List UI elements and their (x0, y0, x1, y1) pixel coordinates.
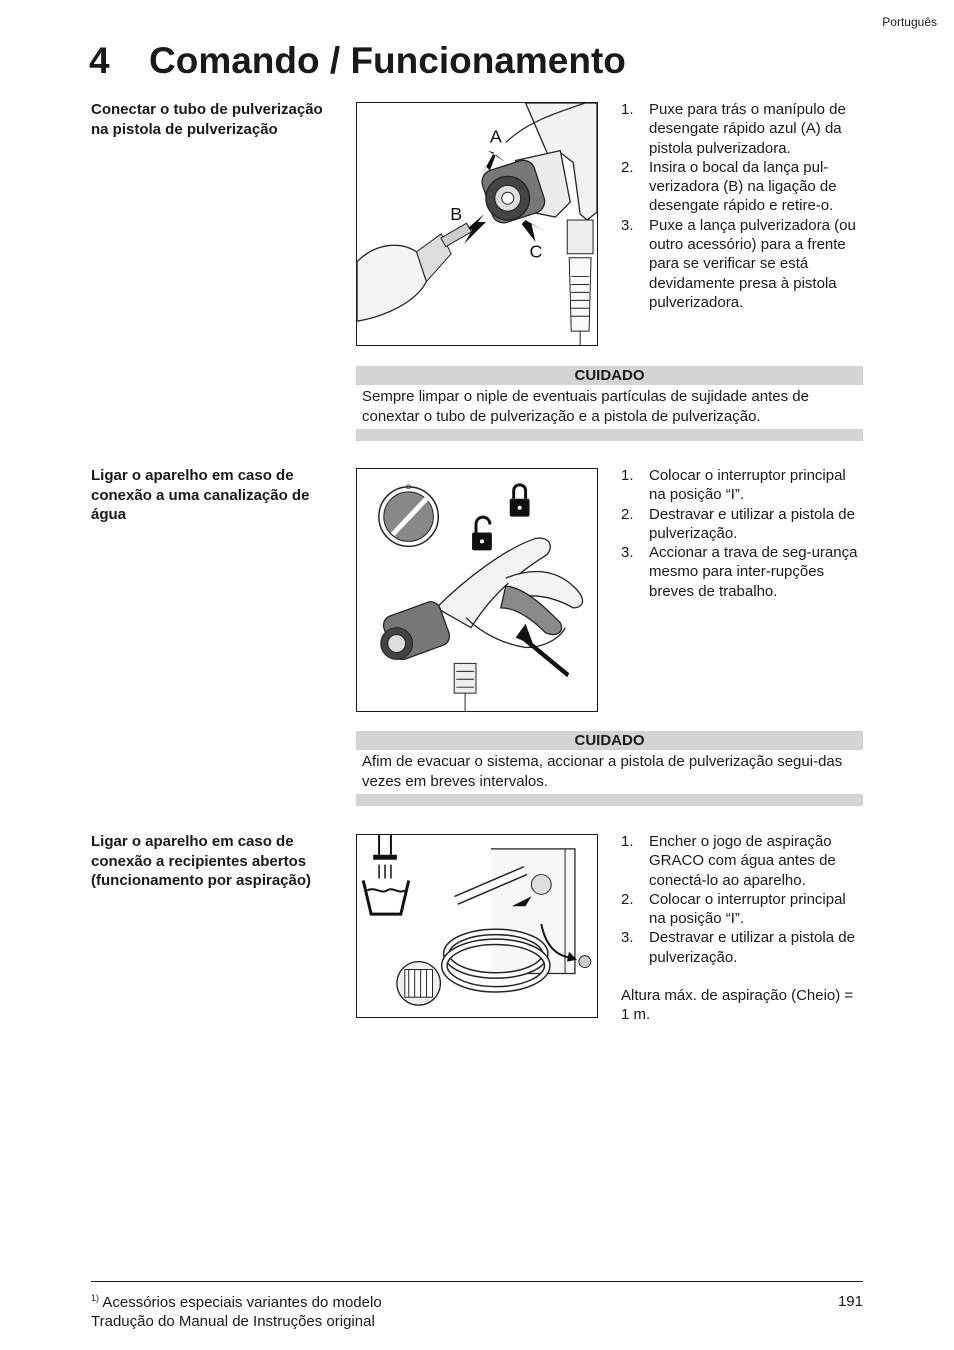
footer-divider (91, 1281, 863, 1282)
step-item (621, 505, 863, 544)
step-item (621, 466, 863, 505)
chapter-heading (89, 40, 626, 82)
chapter-title: Comando / Funcionamento (149, 40, 626, 81)
step-text: Destravar e utilizar a pistola de pulverização. (649, 929, 855, 966)
caution-label: CUIDADO (356, 366, 863, 385)
section-title-suction-mode: Ligar o aparelho em caso de conexão a recipientes abertos (funcionamento por aspiração) (91, 833, 312, 889)
caution-box-clean-nipple (356, 366, 863, 441)
caution-label: CUIDADO (356, 731, 863, 750)
step-item (621, 832, 863, 890)
figure-label-c: C (529, 241, 543, 262)
steps-water-mains (621, 466, 863, 601)
caution-text: Afim de evacuar o sistema, accionar a pistola de pulverização segui-das vezes em breves intervalos. (362, 753, 843, 790)
step-item (621, 100, 863, 158)
section-title-connect-hose: Conectar o tubo de pulverização na pistola de pulverização (91, 101, 323, 138)
chapter-number: 4 (89, 40, 110, 81)
figure-suction-set (356, 834, 598, 1018)
step-text: Accionar a trava de seg-urança mesmo para inter-rupções breves de trabalho. (649, 544, 858, 600)
translation-note: Tradução do Manual de Instruções original (91, 1313, 375, 1330)
figure-connect-hose-to-gun (356, 102, 598, 346)
bucket-water-icon (363, 835, 409, 914)
footnote (91, 1293, 382, 1311)
caution-bottom-bar (356, 794, 863, 806)
step-number: 3. (621, 216, 634, 234)
caution-text: Sempre limpar o niple de eventuais partículas de sujidade antes de conextar o tubo de pulverização e a pistola de pulverização. (362, 388, 809, 425)
section-title-water-mains: Ligar o aparelho em caso de conexão a uma canalização de água (91, 467, 310, 523)
figure-unlock-spray-gun (356, 468, 598, 712)
step-number: 1. (621, 467, 634, 484)
step-number: 1. (621, 101, 634, 118)
caution-bottom-bar (356, 429, 863, 441)
step-item (621, 158, 863, 216)
caution-box-evacuate-system (356, 731, 863, 806)
steps-connect-hose (621, 100, 863, 312)
figure-label-a: A (489, 126, 502, 147)
step-item (621, 890, 863, 929)
step-number: 2. (621, 890, 634, 908)
suction-height-note: Altura máx. de aspiração (Cheio) = 1 m. (621, 987, 854, 1024)
steps-suction-mode (621, 832, 863, 967)
lock-closed-icon (510, 485, 530, 517)
step-text: Colocar o interruptor principal na posição “I”. (649, 467, 846, 504)
step-number: 2. (621, 505, 634, 523)
step-item (621, 543, 863, 601)
step-item (621, 928, 863, 967)
lock-open-icon (472, 517, 492, 550)
language-label: Português (882, 15, 937, 29)
step-text: Puxe a lança pulverizadora (ou outro acessório) para a frente para se verificar se está devidamente presa à pistola pulverizadora. (649, 216, 856, 311)
step-text: Encher o jogo de aspiração GRACO com água antes de conectá-lo ao aparelho. (649, 833, 836, 889)
figure-label-b: B (450, 204, 463, 225)
footnote-mark: 1) (91, 1293, 100, 1303)
step-item (621, 216, 863, 312)
step-text: Puxe para trás o manípulo de desengate rápido azul (A) da pistola pulverizadora. (649, 101, 846, 157)
step-number: 3. (621, 544, 634, 562)
footnote-text: Acessórios especiais variantes do modelo (102, 1294, 382, 1311)
step-number: 3. (621, 929, 634, 947)
step-number: 2. (621, 158, 634, 176)
page-number: 191 (837, 1293, 863, 1310)
step-number: 1. (621, 833, 634, 850)
step-text: Colocar o interruptor principal na posição “I”. (649, 890, 846, 928)
step-text: Insira o bocal da lança pul-verizadora (B) na ligação de desengate rápido e retire-o. (649, 158, 837, 215)
step-text: Destravar e utilizar a pistola de pulverização. (649, 505, 855, 542)
